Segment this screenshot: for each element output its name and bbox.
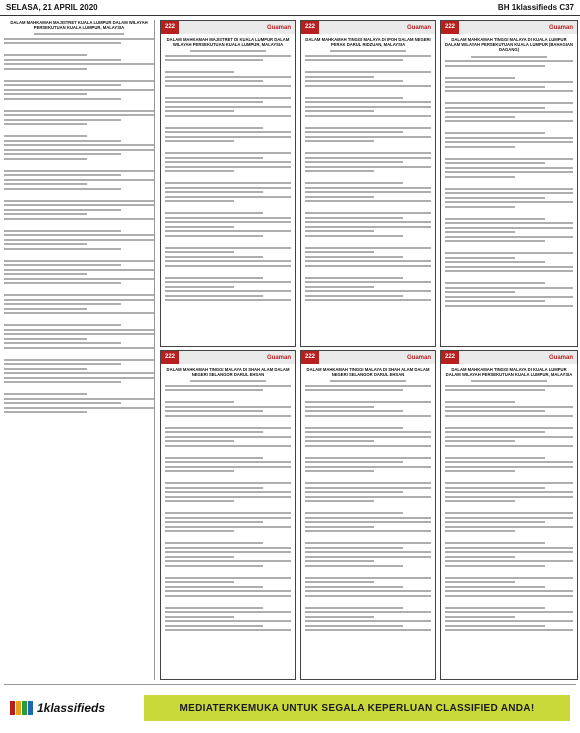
notice-body (441, 34, 577, 312)
text-line (4, 398, 154, 400)
text-line (4, 372, 154, 374)
left-column-notice (4, 20, 155, 680)
notice-body (301, 364, 435, 637)
text-line (4, 273, 87, 275)
text-line (4, 114, 154, 116)
text-line (4, 312, 154, 314)
text-line (4, 179, 154, 181)
notice-title: DALAM MAHKAMAH TINGGI MALAYA DI KUALA LUMPUR DALAM WILAYAH PERSEKUTUAN KUALA LUMPUR (BAHAGIAN DAGANG) (445, 37, 573, 53)
notice-tag-bar (301, 351, 435, 364)
text-line (4, 239, 154, 241)
notice-title: DALAM MAHKAMAH TINGGI MALAYA DI SHAH ALAM DALAM NEGERI SELANGOR DARUL EHSAN (306, 367, 430, 378)
text-line (4, 230, 121, 232)
issue-date: SELASA, 21 APRIL 2020 (6, 3, 98, 12)
notice-number: 222 (161, 351, 179, 364)
text-line (4, 174, 121, 176)
legal-notice (440, 350, 578, 680)
text-line (4, 264, 121, 266)
notice-label: Guaman (406, 24, 431, 31)
text-line (4, 308, 87, 310)
notice-tag-bar (441, 351, 577, 364)
notice-title: DALAM MAHKAMAH TINGGI MALAYA DI SHAH ALAM DALAM NEGERI SELANGOR DARUL EHSAN (166, 367, 290, 378)
text-line (4, 282, 121, 284)
legal-notice (440, 20, 578, 347)
text-line (4, 153, 121, 155)
text-line (4, 110, 154, 112)
text-line (4, 269, 154, 271)
text-line (4, 84, 121, 86)
text-line (4, 93, 87, 95)
text-line (4, 329, 154, 331)
notice-label: Guaman (266, 354, 291, 361)
text-line (4, 149, 154, 151)
footer-banner-strip (4, 684, 576, 731)
text-line (4, 377, 154, 379)
left-column-title: DALAM MAHKAMAH MAJISTRET KUALA LUMPUR DALAM WILAYAH PERSEKUTUAN KUALA LUMPUR, MALAYSIA (10, 20, 148, 31)
text-line (4, 381, 121, 383)
text-line (4, 299, 154, 301)
notice-label: Guaman (548, 24, 573, 31)
text-line (4, 218, 154, 220)
text-line (4, 59, 121, 61)
text-line (4, 243, 87, 245)
text-line (4, 200, 154, 202)
text-line (4, 213, 87, 215)
page-header (0, 0, 580, 16)
text-line (4, 333, 154, 335)
notice-number: 222 (301, 21, 319, 34)
text-line (4, 248, 121, 250)
legal-notice (160, 350, 296, 680)
notice-title: DALAM MAHKAMAH TINGGI MALAYA DI IPOH DALAM NEGERI PERAK DARUL RIDZUAN, MALAYSIA (305, 37, 431, 48)
text-line (4, 144, 154, 146)
notice-number: 222 (161, 21, 179, 34)
section-page-label: BH 1klassifieds C37 (497, 3, 574, 12)
text-line (4, 411, 87, 413)
notice-number: 222 (301, 351, 319, 364)
text-line (4, 54, 87, 56)
notice-number: 222 (441, 351, 459, 364)
text-line (4, 80, 154, 82)
text-line (4, 188, 121, 190)
text-line (4, 260, 154, 262)
legal-notice (300, 350, 436, 680)
notice-number: 222 (441, 21, 459, 34)
notice-label: Guaman (266, 24, 291, 31)
text-line (4, 342, 121, 344)
notice-tag-bar (301, 21, 435, 34)
notice-body (161, 364, 295, 637)
text-line (4, 347, 154, 349)
text-line (4, 294, 154, 296)
text-line (4, 324, 121, 326)
text-line (4, 170, 154, 172)
text-line (4, 123, 87, 125)
text-line (4, 209, 121, 211)
text-line (4, 363, 121, 365)
text-line (4, 135, 87, 137)
brand-logo (4, 693, 140, 723)
text-line (4, 402, 121, 404)
text-line (4, 368, 87, 370)
text-line (4, 158, 87, 160)
promo-banner: MEDIATERKEMUKA UNTUK SEGALA KEPERLUAN CLASSIFIED ANDA! (144, 695, 570, 721)
notice-body (301, 34, 435, 307)
text-line (4, 119, 121, 121)
legal-notice (300, 20, 436, 347)
text-line (4, 140, 121, 142)
logo-text: 1klassifieds (37, 701, 106, 715)
text-line (34, 33, 124, 35)
notice-body (161, 34, 295, 307)
text-line (4, 68, 87, 70)
notice-tag-bar (441, 21, 577, 34)
text-line (4, 359, 154, 361)
text-line (4, 407, 154, 409)
text-line (4, 89, 154, 91)
notice-title: DALAM MAHKAMAH MAJISTRET DI KUALA LUMPUR DALAM WILAYAH PERSEKUTUAN KUALA LUMPUR, MALAYSIA (166, 37, 290, 48)
text-line (4, 42, 121, 44)
text-line (4, 38, 154, 40)
logo-mark-icon (10, 701, 33, 715)
text-line (4, 204, 154, 206)
text-line (4, 338, 87, 340)
notice-label: Guaman (548, 354, 573, 361)
legal-notice (160, 20, 296, 347)
text-line (4, 393, 87, 395)
text-line (4, 63, 154, 65)
text-line (4, 303, 121, 305)
text-line (4, 183, 87, 185)
notice-body (441, 364, 577, 637)
text-line (4, 98, 121, 100)
notice-label: Guaman (406, 354, 431, 361)
notice-tag-bar (161, 21, 295, 34)
text-line (4, 278, 154, 280)
notice-title: DALAM MAHKAMAH TINGGI MALAYA DI KUALA LUMPUR DALAM WILAYAH PERSEKUTUAN KUALA LUMPUR, MALAYSIA (445, 367, 573, 378)
text-line (4, 234, 154, 236)
notice-tag-bar (161, 351, 295, 364)
